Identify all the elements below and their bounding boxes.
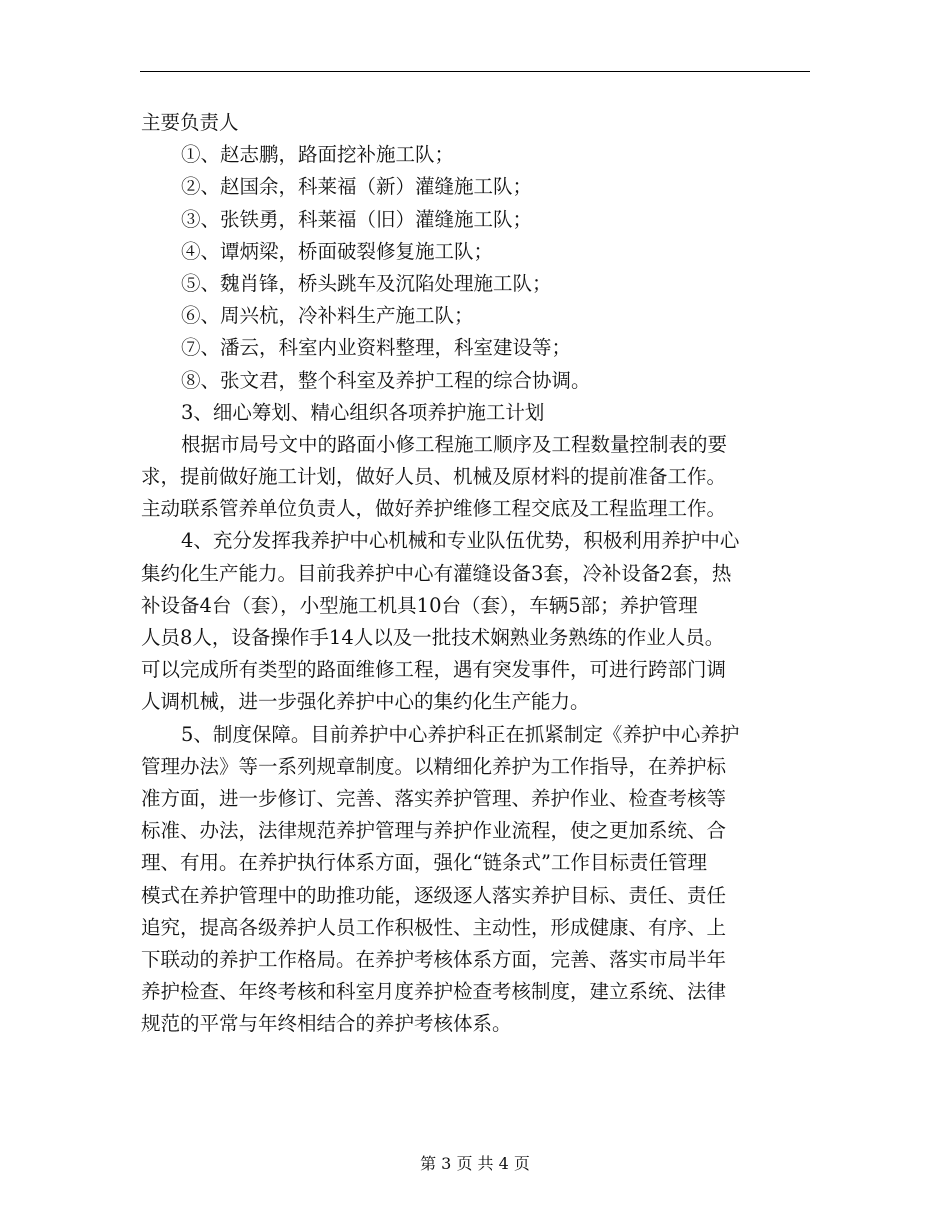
text-line: 补设备4台（套），小型施工机具10台（套），车辆5部；养护管理 — [141, 593, 698, 617]
text-line: 人调机械，进一步强化养护中心的集约化生产能力。 — [141, 690, 590, 714]
text-line: 模式在养护管理中的助推功能，逐级逐人落实养护目标、责任、责任 — [141, 883, 727, 907]
text-line: 养护检查、年终考核和科室月度养护检查考核制度，建立系统、法律 — [141, 980, 727, 1004]
header-rule — [140, 71, 810, 72]
text-line: 主动联系管养单位负责人，做好养护维修工程交底及工程监理工作。 — [141, 497, 727, 521]
text-line: ③、张铁勇，科莱福（旧）灌缝施工队； — [181, 207, 533, 231]
text-line: 管理办法》等一系列规章制度。以精细化养护为工作指导，在养护标 — [141, 754, 727, 778]
section-heading: 3、细心筹划、精心组织各项养护施工计划 — [181, 400, 545, 424]
text-line: 理、有用。在养护执行体系方面，强化“链条式”工作目标责任管理 — [141, 851, 707, 875]
text-line: 可以完成所有类型的路面维修工程，遇有突发事件，可进行跨部门调 — [141, 658, 727, 682]
text-line: ⑤、魏肖锋，桥头跳车及沉陷处理施工队； — [181, 271, 552, 295]
text-line: 规范的平常与年终相结合的养护考核体系。 — [141, 1012, 512, 1036]
text-line: ⑦、潘云，科室内业资料整理，科室建设等； — [181, 336, 572, 360]
page-number-footer: 第 3 页 共 4 页 — [420, 1154, 530, 1173]
text-line: 人员8人，设备操作手14人以及一批技术娴熟业务熟练的作业人员。 — [141, 626, 725, 649]
text-line: ①、赵志鹏，路面挖补施工队； — [181, 143, 455, 167]
text-line: 集约化生产能力。目前我养护中心有灌缝设备3套，冷补设备2套，热 — [141, 561, 732, 585]
text-line: ④、谭炳梁，桥面破裂修复施工队； — [181, 239, 494, 263]
text-line: ②、赵国余，科莱福（新）灌缝施工队； — [181, 175, 533, 199]
document-body — [141, 107, 813, 1040]
text-line: 追究，提高各级养护人员工作积极性、主动性，形成健康、有序、上 — [141, 915, 727, 939]
text-line: 下联动的养护工作格局。在养护考核体系方面，完善、落实市局半年 — [141, 947, 727, 971]
text-line: 主要负责人 — [141, 111, 239, 134]
text-line: 4、充分发挥我养护中心机械和专业队伍优势，积极利用养护中心 — [181, 529, 740, 553]
text-line: 5、制度保障。目前养护中心养护科正在抓紧制定《养护中心养护 — [181, 722, 740, 746]
text-line: ⑥、周兴杭，冷补料生产施工队； — [181, 304, 474, 328]
text-line: 求，提前做好施工计划，做好人员、机械及原材料的提前准备工作。 — [141, 465, 727, 489]
text-line: 标准、办法，法律规范养护管理与养护作业流程，使之更加系统、合 — [141, 819, 727, 843]
text-line: 准方面，进一步修订、完善、落实养护管理、养护作业、检查考核等 — [141, 786, 727, 810]
text-line: ⑧、张文君，整个科室及养护工程的综合协调。 — [181, 368, 591, 392]
text-line: 根据市局号文中的路面小修工程施工顺序及工程数量控制表的要 — [181, 432, 728, 456]
